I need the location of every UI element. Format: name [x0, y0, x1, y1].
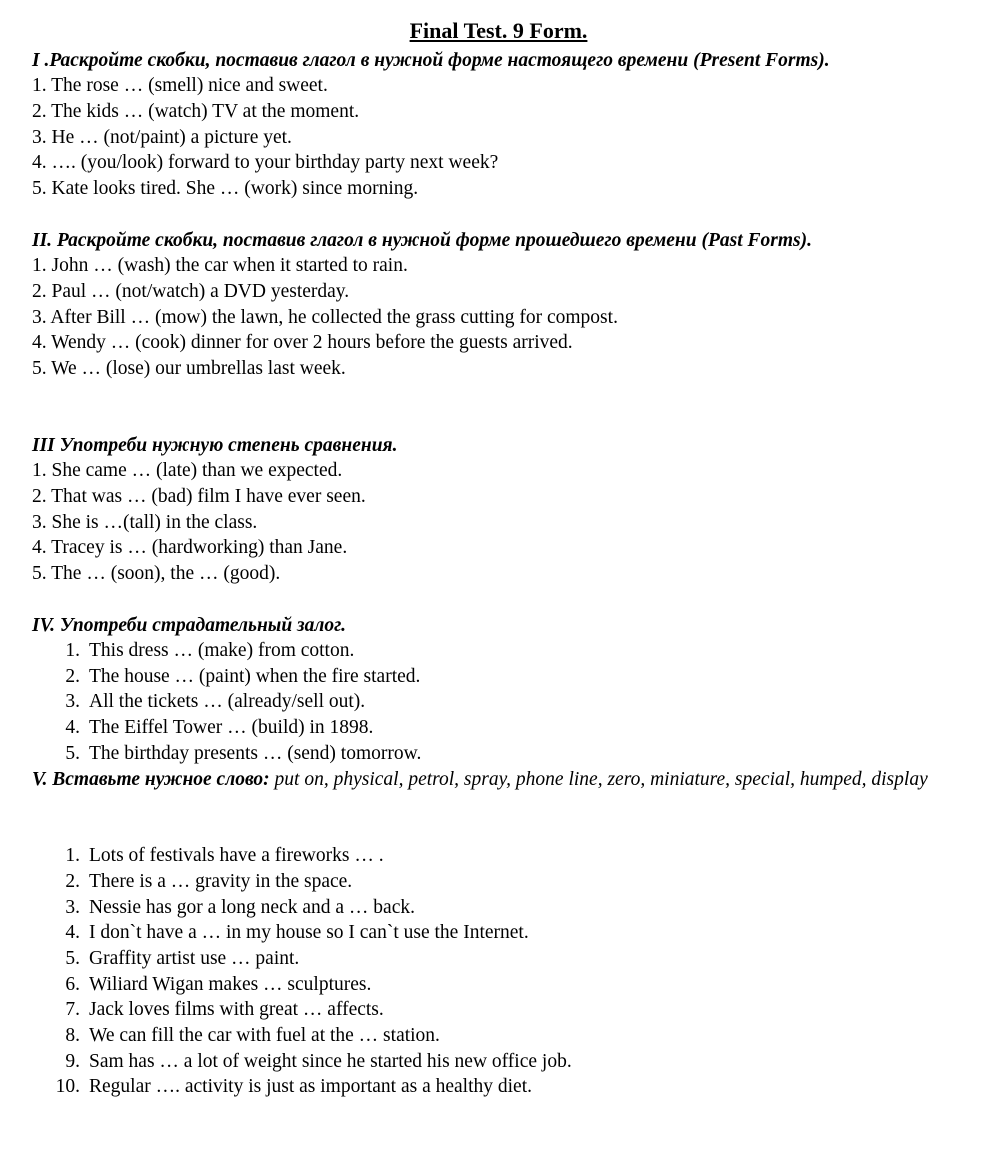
section-2-item: 3. After Bill … (mow) the lawn, he collected the grass cutting for compost. [32, 307, 618, 328]
item-number: 6. [65, 974, 80, 995]
item-text: The Eiffel Tower … (build) in 1898. [89, 717, 374, 738]
section-5-item [42, 1074, 532, 1099]
section-1-item: 2. The kids … (watch) TV at the moment. [32, 101, 360, 122]
section-4-item [42, 689, 365, 714]
section-1-heading: I .Раскройте скобки, поставив глагол в нужной форме настоящего времени (Present Forms). [32, 50, 830, 71]
item-text: The birthday presents … (send) tomorrow. [89, 743, 422, 764]
item-text: All the tickets … (already/sell out). [89, 691, 366, 712]
item-number: 10. [55, 1076, 80, 1097]
section-4-item [42, 741, 421, 766]
section-5-heading-label: V. Вставьте нужное слово: [32, 769, 270, 790]
section-5-item [42, 1049, 572, 1074]
section-2-item: 4. Wendy … (cook) dinner for over 2 hours before the guests arrived. [32, 332, 573, 353]
item-text: Wiliard Wigan makes … sculptures. [89, 974, 372, 995]
item-text: There is a … gravity in the space. [89, 871, 353, 892]
item-number: 2. [65, 666, 80, 687]
item-number: 3. [65, 691, 80, 712]
section-1-item: 4. …. (you/look) forward to your birthday party next week? [32, 152, 499, 173]
item-number: 7. [65, 999, 80, 1020]
section-5-word-bank: put on, physical, petrol, spray, phone line, zero, miniature, special, humped, display [269, 769, 928, 790]
section-4-item [42, 715, 373, 740]
page-title: Final Test. 9 Form. [409, 18, 588, 43]
section-5-item [42, 946, 299, 971]
item-number: 4. [65, 717, 80, 738]
section-5-item [42, 895, 415, 920]
section-3-item: 2. That was … (bad) film I have ever seen. [32, 486, 366, 507]
item-text: We can fill the car with fuel at the … station. [89, 1025, 440, 1046]
section-1-item: 3. He … (not/paint) a picture yet. [32, 127, 292, 148]
item-number: 1. [65, 845, 80, 866]
item-text: Nessie has gor a long neck and a … back. [89, 897, 415, 918]
item-text: This dress … (make) from cotton. [89, 640, 355, 661]
section-4-item [42, 638, 354, 663]
item-text: I don`t have a … in my house so I can`t use the Internet. [89, 922, 529, 943]
section-3-item: 5. The … (soon), the … (good). [32, 563, 281, 584]
section-3-heading: III Употреби нужную степень сравнения. [32, 435, 398, 456]
section-1-item: 1. The rose … (smell) nice and sweet. [32, 75, 328, 96]
item-number: 4. [65, 922, 80, 943]
item-text: Sam has … a lot of weight since he started his new office job. [89, 1051, 572, 1072]
item-number: 1. [65, 640, 80, 661]
section-2-item: 5. We … (lose) our umbrellas last week. [32, 358, 346, 379]
item-number: 8. [65, 1025, 80, 1046]
section-5-item [42, 972, 371, 997]
section-1-item: 5. Kate looks tired. She … (work) since morning. [32, 178, 419, 199]
item-number: 2. [65, 871, 80, 892]
item-number: 5. [65, 743, 80, 764]
item-number: 3. [65, 897, 80, 918]
section-5-heading [32, 767, 962, 792]
section-3-item: 1. She came … (late) than we expected. [32, 460, 343, 481]
section-3-item: 3. She is …(tall) in the class. [32, 512, 258, 533]
section-4-item [42, 664, 420, 689]
item-text: Jack loves films with great … affects. [89, 999, 384, 1020]
section-5-item [42, 997, 384, 1022]
item-text: The house … (paint) when the fire started. [89, 666, 421, 687]
item-number: 9. [65, 1051, 80, 1072]
section-5-item [42, 869, 352, 894]
section-4-heading: IV. Употреби страдательный залог. [32, 615, 346, 636]
section-2-item: 1. John … (wash) the car when it started to rain. [32, 255, 408, 276]
item-text: Regular …. activity is just as important as a healthy diet. [89, 1076, 532, 1097]
section-5-item [42, 1023, 440, 1048]
section-3-item: 4. Tracey is … (hardworking) than Jane. [32, 537, 348, 558]
item-text: Lots of festivals have a fireworks … . [89, 845, 384, 866]
section-5-item [42, 843, 384, 868]
section-2-item: 2. Paul … (not/watch) a DVD yesterday. [32, 281, 350, 302]
item-number: 5. [65, 948, 80, 969]
item-text: Graffity artist use … paint. [89, 948, 300, 969]
section-5-item [42, 920, 529, 945]
section-2-heading: II. Раскройте скобки, поставив глагол в нужной форме прошедшего времени (Past Forms). [32, 230, 812, 251]
